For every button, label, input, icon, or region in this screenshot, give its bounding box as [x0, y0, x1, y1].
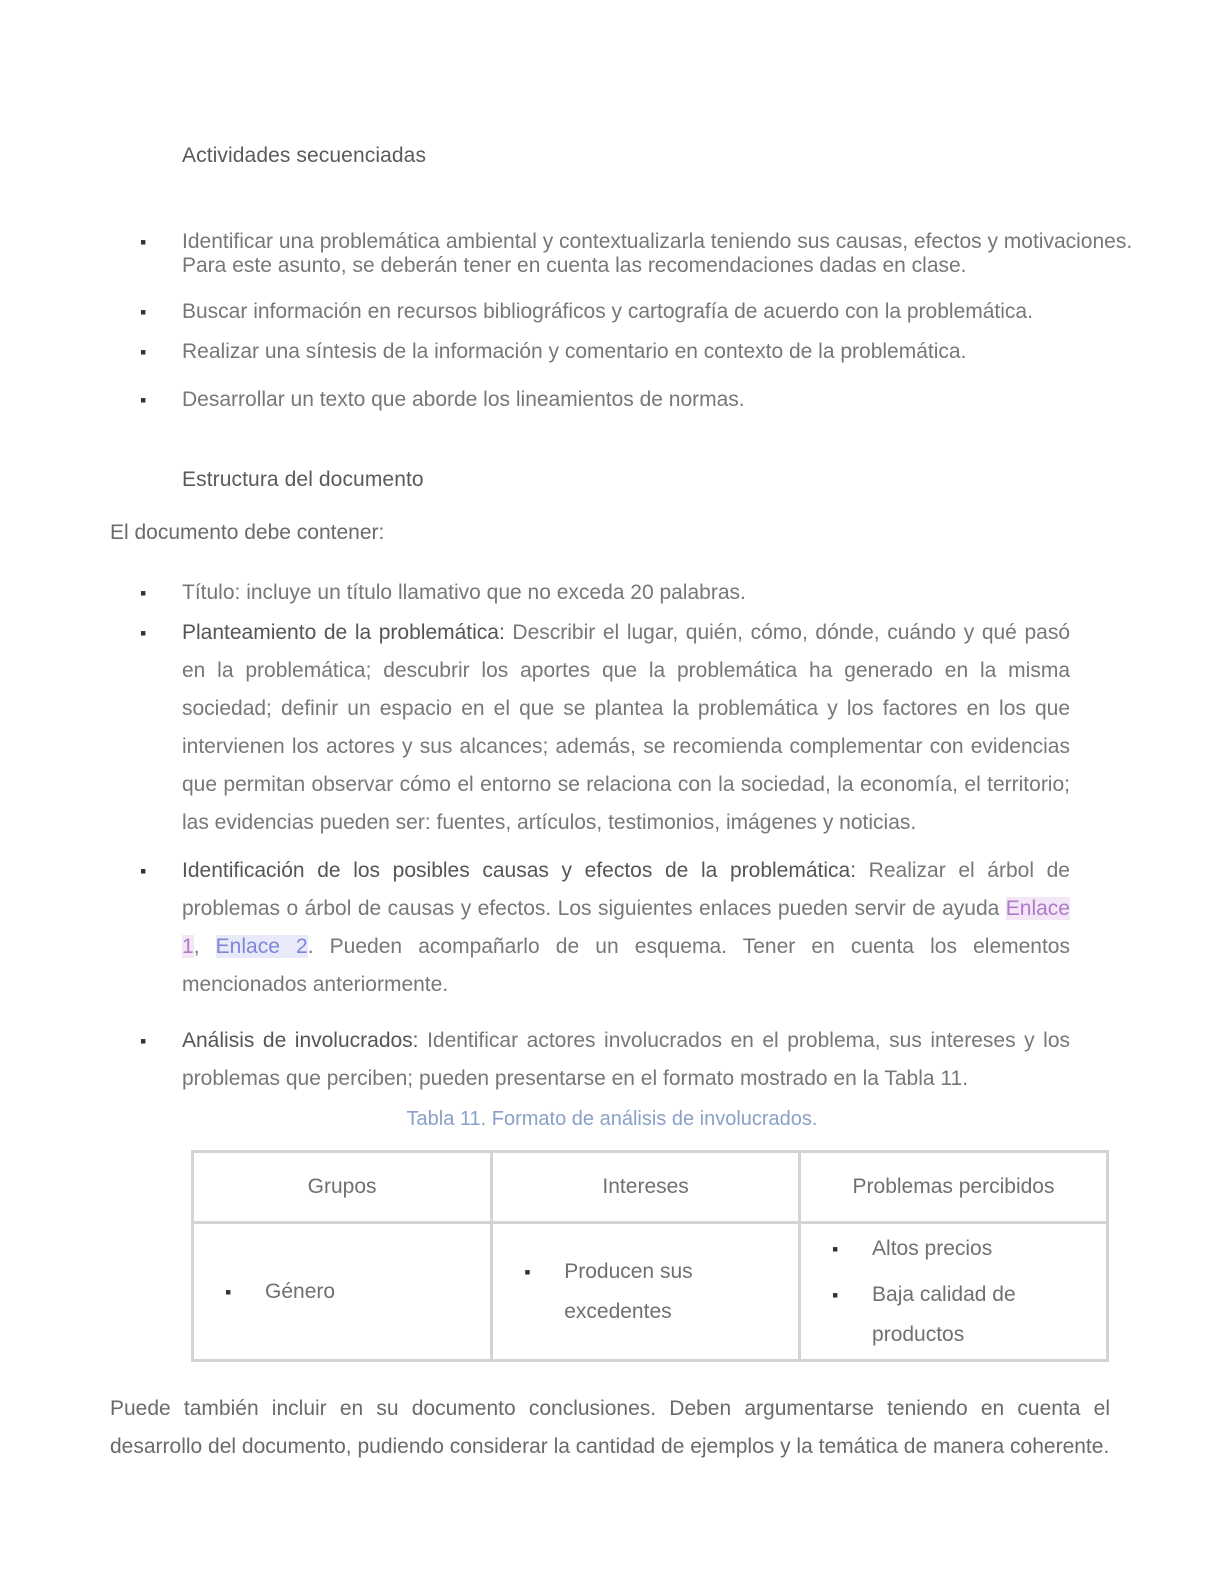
- link-enlace-2[interactable]: Enlace 2: [215, 935, 308, 958]
- list-item-text: Producen sus excedentes: [564, 1259, 693, 1323]
- list-item-text: Desarrollar un texto que aborde los lineamientos de normas.: [182, 388, 745, 411]
- list-item-text: Realizar el árbol de problemas o árbol de causas y efectos. Los siguientes enlaces pueden servir de ayuda: [182, 859, 1070, 920]
- list-item-text: Género: [265, 1279, 336, 1303]
- cell-list: [195, 1272, 489, 1312]
- table-header-cell: Grupos: [193, 1152, 492, 1223]
- list-item: [140, 574, 1070, 612]
- list-item-text: Describir el lugar, quién, cómo, dónde, cuándo y qué pasó en la problemática; descubrir los aportes que la problemática ha generado en la misma sociedad; definir un espacio en el que se plantea la problemática y los factores en los que intervienen los actores y sus alcances; además, se recomienda complementar con evidencias que permitan observar cómo el entorno se relaciona con la sociedad, la economía, el territorio; las evidencias pueden ser: fuentes, artículos, testimonios, imágenes y noticias.: [182, 621, 1070, 834]
- table-header-row: [193, 1152, 1108, 1223]
- list-item-term: Planteamiento de la problemática:: [182, 621, 505, 644]
- table-header-cell: Intereses: [492, 1152, 800, 1223]
- bullet-icon: ▪: [140, 302, 147, 322]
- table-caption: Tabla 11. Formato de análisis de involucrados.: [406, 1108, 818, 1130]
- list-item-text: Buscar información en recursos bibliográficos y cartografía de acuerdo con la problemática.: [182, 300, 1033, 323]
- list-item-text: Identificar una problemática ambiental y contextualizarla teniendo sus causas, efectos y motivaciones. Para este asunto, se deberán tener en cuenta las recomendaciones dadas en clase.: [182, 230, 1133, 277]
- section-heading-activities: Actividades secuenciadas: [182, 144, 427, 167]
- list-item-term: Análisis de involucrados:: [182, 1029, 419, 1052]
- cell-list: [802, 1229, 1105, 1355]
- bullet-icon: ▪: [140, 623, 147, 643]
- list-item-text: Título: incluye un título llamativo que no exceda 20 palabras.: [182, 581, 746, 604]
- structure-list: [140, 574, 1070, 1098]
- bullet-icon: ▪: [140, 232, 147, 252]
- table-header-cell: Problemas percibidos: [800, 1152, 1108, 1223]
- list-item-text: Realizar una síntesis de la información y comentario en contexto de la problemática.: [182, 340, 967, 363]
- bullet-icon: ▪: [140, 390, 147, 410]
- list-item: [140, 230, 1150, 278]
- activities-list: [140, 230, 1150, 412]
- link-separator: ,: [193, 935, 216, 958]
- list-item-text-continued: . Pueden acompañarlo de un esquema. Tener en cuenta los elementos mencionados anteriormente.: [182, 935, 1070, 996]
- list-item: [140, 340, 1150, 364]
- table-cell: [800, 1223, 1108, 1361]
- section-heading-structure: Estructura del documento: [182, 468, 424, 491]
- link-enlace-1[interactable]: Enlace 1: [182, 897, 1070, 958]
- list-item: [140, 300, 1150, 324]
- list-item: [832, 1275, 1045, 1355]
- bullet-icon: ▪: [140, 861, 147, 881]
- bullet-icon: ▪: [832, 1284, 839, 1305]
- list-item-text: Altos precios: [872, 1236, 993, 1260]
- table-cell: [193, 1223, 492, 1361]
- list-item: [140, 1022, 1070, 1098]
- list-item-term: Identificación de los posibles causas y efectos de la problemática:: [182, 859, 857, 882]
- list-item: [140, 388, 1150, 412]
- bullet-icon: ▪: [524, 1261, 531, 1282]
- table-cell: [492, 1223, 800, 1361]
- structure-intro: El documento debe contener:: [110, 521, 385, 544]
- bullet-icon: ▪: [225, 1281, 232, 1302]
- table-row: [193, 1223, 1108, 1361]
- list-item-text: Baja calidad de productos: [872, 1282, 1016, 1346]
- cell-list: [494, 1252, 797, 1332]
- bullet-icon: ▪: [140, 1031, 147, 1051]
- list-item: [140, 614, 1070, 842]
- bullet-icon: ▪: [140, 583, 147, 603]
- involved-analysis-table: [191, 1150, 1109, 1362]
- list-item: [524, 1252, 757, 1332]
- closing-paragraph: Puede también incluir en su documento conclusiones. Deben argumentarse teniendo en cuenta el desarrollo del documento, pudiendo considerar la cantidad de ejemplos y la temática de manera coherente.: [110, 1397, 1110, 1458]
- list-item: [225, 1272, 489, 1312]
- list-item: [140, 852, 1070, 1004]
- bullet-icon: ▪: [140, 342, 147, 362]
- list-item: [832, 1229, 1045, 1269]
- bullet-icon: ▪: [832, 1238, 839, 1259]
- list-item-text: Identificar actores involucrados en el problema, sus intereses y los problemas que perciben; pueden presentarse en el formato mostrado en la Tabla 11.: [182, 1029, 1070, 1090]
